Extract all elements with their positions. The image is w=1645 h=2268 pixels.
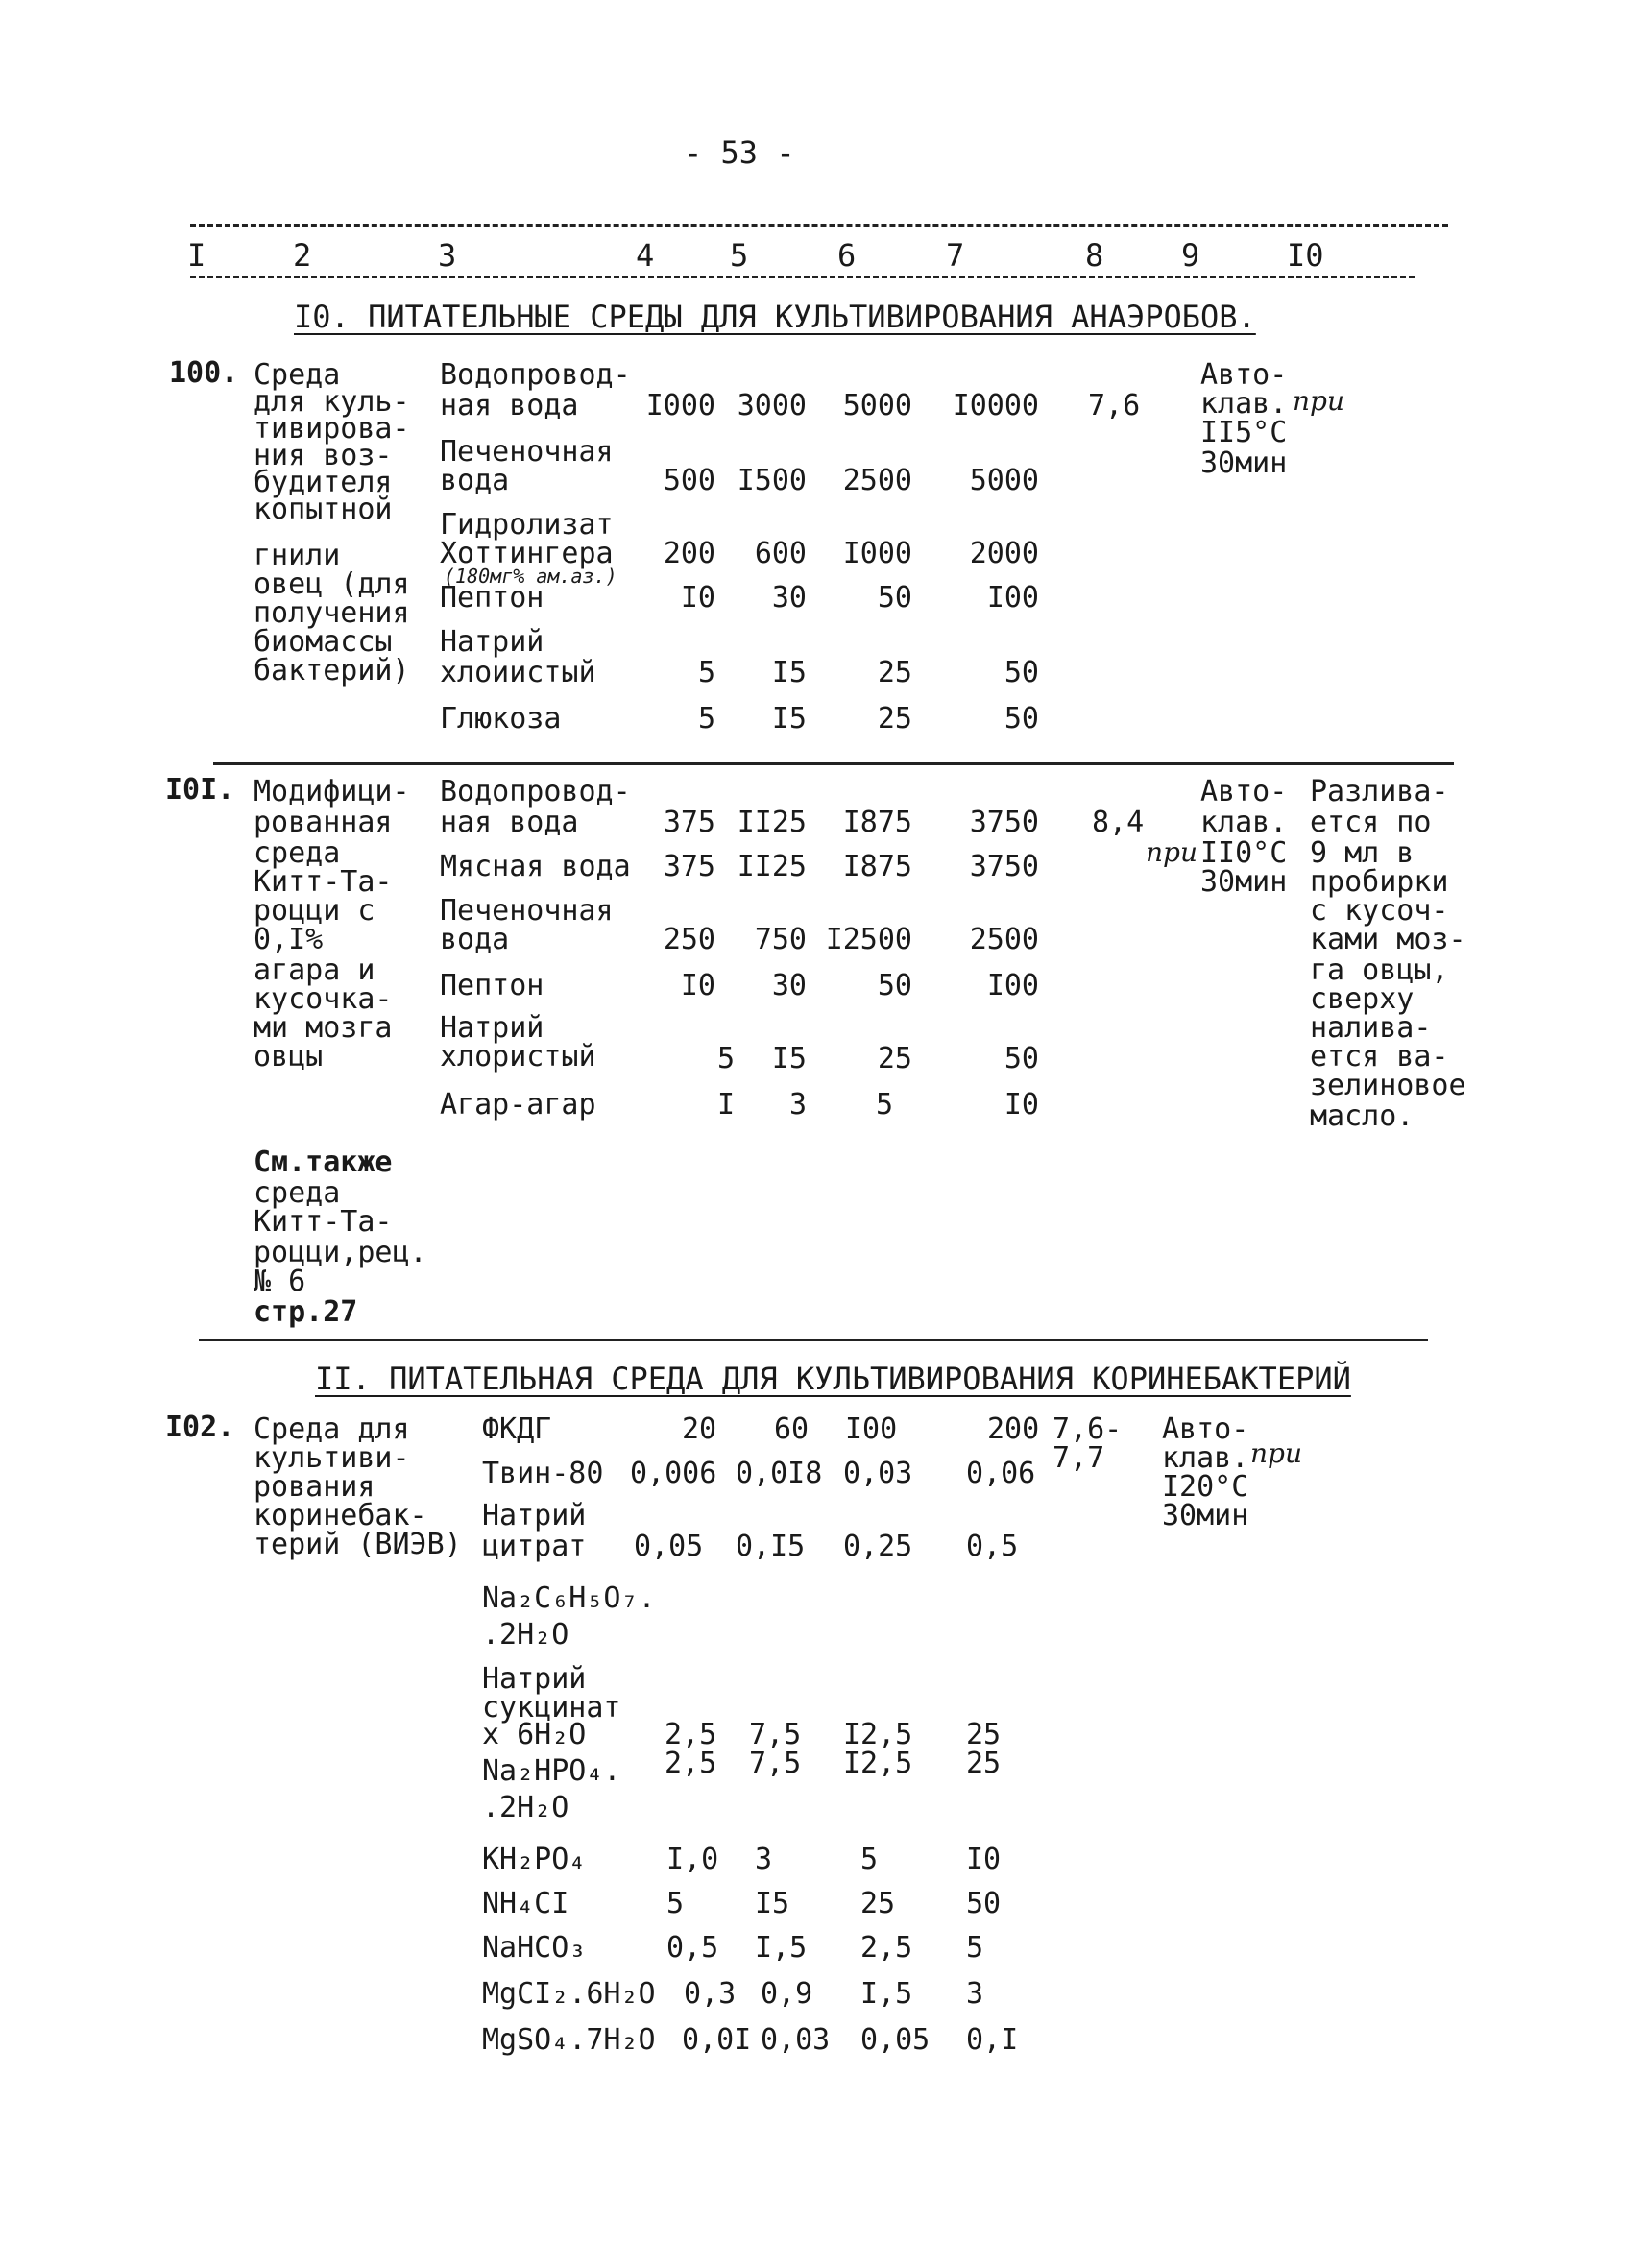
qty-col7: 5000 bbox=[969, 464, 1039, 497]
desc-line: Среда bbox=[254, 358, 341, 392]
ingredient-line: Na₂HPO₄. bbox=[482, 1754, 621, 1788]
ster-line: клав. bbox=[1200, 806, 1288, 839]
qty-col7: I00 bbox=[986, 969, 1039, 1002]
ingredient-line: Натрий bbox=[440, 625, 544, 659]
ph-line: 7,7 bbox=[1052, 1441, 1105, 1475]
desc-line: среда bbox=[254, 836, 341, 870]
ingredient-line: Твин-80 bbox=[482, 1457, 604, 1490]
desc-line: биомассы bbox=[254, 625, 393, 659]
desc-line: для куль- bbox=[254, 385, 410, 419]
qty-col4: I0 bbox=[680, 969, 715, 1002]
col-num-9: 9 bbox=[1181, 237, 1200, 274]
qty-col4: 20 bbox=[682, 1412, 717, 1446]
qty-col4: 375 bbox=[663, 850, 715, 883]
qty-col6: 0,25 bbox=[843, 1530, 913, 1563]
desc-line: 0,I% bbox=[254, 923, 324, 956]
qty-col6: 50 bbox=[877, 969, 912, 1002]
ingredient-line: Водопровод- bbox=[440, 358, 631, 392]
qty-col6: 50 bbox=[877, 581, 912, 615]
qty-col7: 50 bbox=[1004, 656, 1039, 689]
note-line: ется по bbox=[1310, 806, 1432, 839]
col-num-6: 6 bbox=[837, 237, 857, 274]
see-line: № 6 bbox=[254, 1265, 306, 1298]
desc-line: ния воз- bbox=[254, 439, 393, 472]
qty-col4: 5 bbox=[697, 656, 715, 689]
qty-col4: I bbox=[716, 1088, 735, 1122]
qty-col4: 0,5 bbox=[666, 1931, 719, 1965]
qty-col4: 250 bbox=[663, 923, 715, 956]
desc-line: тивирова- bbox=[254, 412, 410, 446]
qty-col6: I2,5 bbox=[843, 1718, 913, 1751]
qty-col7: 0,06 bbox=[966, 1457, 1036, 1490]
qty-col7: 50 bbox=[1004, 1042, 1039, 1075]
qty-col6: 0,03 bbox=[843, 1457, 913, 1490]
divider-rule bbox=[213, 762, 1454, 765]
ster-line: Авто- bbox=[1200, 775, 1288, 808]
qty-col6: 25 bbox=[877, 702, 912, 736]
desc-line: культиви- bbox=[254, 1441, 410, 1475]
note-line: Разлива- bbox=[1310, 775, 1449, 808]
qty-col7: I00 bbox=[986, 581, 1039, 615]
qty-col5: 3000 bbox=[737, 389, 807, 422]
qty-col5: 30 bbox=[771, 581, 807, 615]
ingredient-line: Na₂C₆H₅O₇. bbox=[482, 1581, 656, 1615]
qty-col4: 5 bbox=[697, 702, 715, 736]
note-line: га овцы, bbox=[1310, 953, 1449, 987]
recipe-number: I02. bbox=[165, 1411, 235, 1444]
qty-col7: 5 bbox=[966, 1931, 984, 1965]
ingredient-line: Печеночная bbox=[440, 894, 614, 928]
qty-col5: I5 bbox=[771, 1042, 807, 1075]
ster-line: II5°С bbox=[1200, 416, 1288, 449]
see-line: роцци,рец. bbox=[254, 1236, 427, 1269]
qty-col6: 25 bbox=[860, 1887, 896, 1920]
ingredient-line: .2H₂O bbox=[482, 1618, 569, 1652]
ingredient-line: MgCI₂.6H₂O bbox=[482, 1977, 656, 2011]
note-line: масло. bbox=[1310, 1099, 1415, 1133]
qty-col4: 200 bbox=[663, 537, 715, 570]
see-line: Китт-Та- bbox=[254, 1205, 393, 1239]
ingredient-line: хлоиистый bbox=[440, 656, 596, 689]
qty-col5: II25 bbox=[737, 806, 807, 839]
qty-col7: 25 bbox=[966, 1718, 1002, 1751]
qty-col6: 2,5 bbox=[860, 1931, 913, 1965]
ingredient-line: .2H₂O bbox=[482, 1791, 569, 1824]
ingredient-line: Пептон bbox=[440, 581, 544, 615]
ingredient-line: ФКДГ bbox=[482, 1412, 552, 1446]
recipe-number: I0I. bbox=[165, 773, 235, 807]
ster-line: клав. bbox=[1200, 387, 1288, 421]
ingredient-line: Агар-агар bbox=[440, 1088, 596, 1122]
qty-col7: 50 bbox=[1004, 702, 1039, 736]
see-line: стр.27 bbox=[254, 1295, 358, 1329]
qty-col4: 2,5 bbox=[665, 1718, 717, 1751]
header-bottom-rule bbox=[190, 276, 1415, 278]
qty-col4: 0,006 bbox=[630, 1457, 717, 1490]
ingredient-line: NaHCO₃ bbox=[482, 1931, 587, 1965]
desc-line: Китт-Та- bbox=[254, 865, 393, 899]
ster-line: 30мин bbox=[1200, 865, 1288, 899]
note-line: ками моз- bbox=[1310, 923, 1466, 956]
see-line: среда bbox=[254, 1176, 341, 1210]
qty-col6: 5 bbox=[860, 1843, 879, 1876]
qty-col4: I,0 bbox=[666, 1843, 719, 1876]
qty-col5: 0,I5 bbox=[736, 1530, 806, 1563]
qty-col5: 7,5 bbox=[749, 1747, 802, 1780]
ingredient-line: ная вода bbox=[440, 806, 579, 839]
desc-line: терий (ВИЭВ) bbox=[254, 1528, 462, 1561]
desc-line: получения bbox=[254, 596, 410, 630]
qty-col5: I,5 bbox=[755, 1931, 808, 1965]
ingredient-line: Гидролизат bbox=[440, 508, 614, 542]
qty-col5: 600 bbox=[754, 537, 807, 570]
ingredient-line: NH₄CI bbox=[482, 1887, 569, 1920]
desc-line: будителя bbox=[254, 466, 393, 499]
qty-col7: I0 bbox=[1004, 1088, 1039, 1122]
desc-line: роцци с bbox=[254, 894, 375, 928]
qty-col7: 25 bbox=[966, 1747, 1002, 1780]
ph-value: 8,4 bbox=[1092, 806, 1145, 839]
qty-col5: 30 bbox=[771, 969, 807, 1002]
qty-col7: 200 bbox=[987, 1412, 1040, 1446]
qty-col6: I00 bbox=[845, 1412, 898, 1446]
note-line: с кусоч- bbox=[1310, 894, 1449, 928]
desc-line: овец (для bbox=[254, 567, 410, 601]
qty-col6: 25 bbox=[877, 656, 912, 689]
qty-col7: 3750 bbox=[969, 806, 1039, 839]
qty-col5: I5 bbox=[771, 702, 807, 736]
ingredient-line: Мясная вода bbox=[440, 850, 631, 883]
note-line: сверху bbox=[1310, 982, 1415, 1016]
qty-col7: 50 bbox=[966, 1887, 1002, 1920]
desc-line: гнили bbox=[254, 539, 341, 572]
qty-col5: II25 bbox=[737, 850, 807, 883]
qty-col5: 0,0I8 bbox=[736, 1457, 823, 1490]
ingredient-line: Печеночная bbox=[440, 435, 614, 469]
ingredient-line: Натрий bbox=[482, 1662, 587, 1696]
qty-col5: 750 bbox=[754, 923, 807, 956]
ingredient-line: Водопровод- bbox=[440, 775, 631, 808]
ingredient-line: KH₂PO₄ bbox=[482, 1843, 587, 1876]
qty-col6: I000 bbox=[842, 537, 912, 570]
ingredient-line: x 6H₂O bbox=[482, 1718, 587, 1751]
qty-col7: I0000 bbox=[952, 389, 1039, 422]
ph-value: 7,6 bbox=[1088, 389, 1141, 422]
ster-handwritten: при bbox=[1146, 836, 1197, 868]
qty-col5: 7,5 bbox=[749, 1718, 802, 1751]
note-line: зелиновое bbox=[1310, 1069, 1466, 1102]
note-line: пробирки bbox=[1310, 865, 1449, 899]
qty-col5: 0,03 bbox=[761, 2023, 831, 2057]
qty-col4: I0 bbox=[680, 581, 715, 615]
qty-col4: 375 bbox=[663, 806, 715, 839]
section-11-title: II. ПИТАТЕЛЬНАЯ СРЕДА ДЛЯ КУЛЬТИВИРОВАНИЯ КОРИНЕБАКТЕРИЙ bbox=[315, 1361, 1351, 1397]
col-num-10: I0 bbox=[1287, 237, 1324, 274]
qty-col4: 5 bbox=[666, 1887, 685, 1920]
desc-line: кусочка- bbox=[254, 982, 393, 1016]
qty-col7: 2500 bbox=[969, 923, 1039, 956]
qty-col7: 0,I bbox=[966, 2023, 1019, 2057]
ingredient-line: цитрат bbox=[482, 1530, 587, 1563]
qty-col4: 0,3 bbox=[684, 1977, 737, 2011]
qty-col7: 2000 bbox=[969, 537, 1039, 570]
qty-col5: 3 bbox=[788, 1088, 807, 1122]
ster-handwritten: при bbox=[1293, 385, 1344, 417]
qty-col6: 2500 bbox=[842, 464, 912, 497]
ingredient-line: ная вода bbox=[440, 389, 579, 422]
desc-line: агара и bbox=[254, 953, 375, 987]
qty-col4: 5 bbox=[716, 1042, 735, 1075]
qty-col4: 500 bbox=[663, 464, 715, 497]
ster-line: 30мин bbox=[1162, 1499, 1249, 1532]
col-num-2: 2 bbox=[293, 237, 312, 274]
qty-col6: 5000 bbox=[842, 389, 912, 422]
qty-col6: 25 bbox=[877, 1042, 912, 1075]
desc-line: коринебак- bbox=[254, 1499, 427, 1532]
desc-line: Модифици- bbox=[254, 775, 410, 808]
qty-col7: 3 bbox=[966, 1977, 984, 2011]
qty-col7: 0,5 bbox=[966, 1530, 1019, 1563]
qty-col6: 5 bbox=[875, 1088, 893, 1122]
ingredient-line: Натрий bbox=[440, 1011, 544, 1045]
qty-col7: 3750 bbox=[969, 850, 1039, 883]
ster-line: Авто- bbox=[1162, 1412, 1249, 1446]
ster-line: II0°С bbox=[1200, 836, 1288, 870]
desc-line: овцы bbox=[254, 1040, 324, 1074]
qty-col4: 0,05 bbox=[634, 1530, 704, 1563]
desc-line: бактерий) bbox=[254, 654, 410, 688]
ster-line: I20°С bbox=[1162, 1470, 1249, 1504]
qty-col6: I875 bbox=[842, 806, 912, 839]
ingredient-line: Глюкоза bbox=[440, 702, 562, 736]
col-num-3: 3 bbox=[438, 237, 457, 274]
qty-col5: 60 bbox=[774, 1412, 810, 1446]
divider-rule bbox=[199, 1339, 1428, 1341]
qty-col6: I2,5 bbox=[843, 1747, 913, 1780]
ingredient-line: MgSO₄.7H₂O bbox=[482, 2023, 656, 2057]
ingredient-line: Хоттингера bbox=[440, 537, 614, 570]
desc-line: ми мозга bbox=[254, 1011, 393, 1045]
col-num-1: I bbox=[187, 237, 206, 274]
note-line: налива- bbox=[1310, 1011, 1432, 1045]
qty-col6: 0,05 bbox=[860, 2023, 931, 2057]
col-num-8: 8 bbox=[1085, 237, 1104, 274]
ingredient-line: вода bbox=[440, 464, 510, 497]
qty-col6: I2500 bbox=[825, 923, 912, 956]
see-line: См.также bbox=[254, 1146, 393, 1179]
page-number: - 53 - bbox=[684, 134, 795, 171]
header-top-rule bbox=[190, 224, 1448, 227]
qty-col7: I0 bbox=[966, 1843, 1002, 1876]
qty-col5: 3 bbox=[755, 1843, 773, 1876]
qty-col4: 2,5 bbox=[665, 1747, 717, 1780]
qty-col6: I875 bbox=[842, 850, 912, 883]
desc-line: Среда для bbox=[254, 1412, 410, 1446]
col-num-7: 7 bbox=[946, 237, 965, 274]
recipe-number: 100. bbox=[169, 356, 239, 390]
note-line: ется ва- bbox=[1310, 1040, 1449, 1074]
handwritten-note: (180мг% ам.аз.) bbox=[444, 565, 617, 588]
desc-line: рования bbox=[254, 1470, 375, 1504]
qty-col6: I,5 bbox=[860, 1977, 913, 2011]
qty-col5: I5 bbox=[771, 656, 807, 689]
ster-line: клав. bbox=[1162, 1441, 1249, 1475]
qty-col4: 0,0I bbox=[682, 2023, 752, 2057]
ingredient-line: сукцинат bbox=[482, 1691, 621, 1725]
note-line: 9 мл в bbox=[1310, 836, 1415, 870]
qty-col5: I5 bbox=[755, 1887, 790, 1920]
section-10-title: I0. ПИТАТЕЛЬНЫЕ СРЕДЫ ДЛЯ КУЛЬТИВИРОВАНИЯ АНАЭРОБОВ. bbox=[294, 299, 1256, 335]
qty-col5: I500 bbox=[737, 464, 807, 497]
ingredient-line: вода bbox=[440, 923, 510, 956]
ingredient-line: хлористый bbox=[440, 1040, 596, 1074]
ingredient-line: Натрий bbox=[482, 1499, 587, 1532]
qty-col4: I000 bbox=[645, 389, 715, 422]
ph-line: 7,6- bbox=[1052, 1412, 1123, 1446]
col-num-4: 4 bbox=[636, 237, 655, 274]
desc-line: рованная bbox=[254, 806, 393, 839]
ster-line: Авто- bbox=[1200, 358, 1288, 392]
ingredient-line: Пептон bbox=[440, 969, 544, 1002]
col-num-5: 5 bbox=[730, 237, 749, 274]
qty-col5: 0,9 bbox=[761, 1977, 813, 2011]
ster-line: 30мин bbox=[1200, 446, 1288, 480]
desc-line: копытной bbox=[254, 493, 393, 526]
ster-handwritten: при bbox=[1250, 1437, 1302, 1469]
